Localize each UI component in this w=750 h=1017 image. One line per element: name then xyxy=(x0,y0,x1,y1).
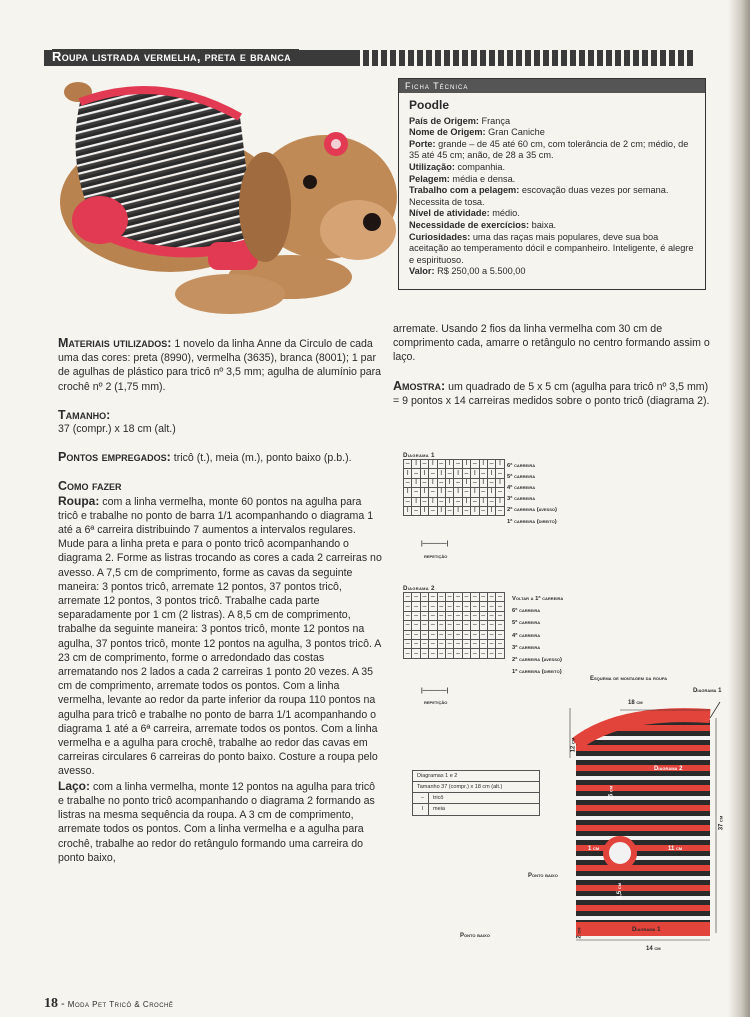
grid-cell: – xyxy=(496,611,504,620)
grid-cell: – xyxy=(462,611,470,620)
grid-cell: – xyxy=(429,593,437,602)
right-column xyxy=(393,322,713,408)
grid-cell: – xyxy=(420,497,428,506)
grid-cell: I xyxy=(429,460,437,469)
grid-cell: – xyxy=(454,630,462,639)
grid-cell: I xyxy=(487,488,495,497)
grid-cell: I xyxy=(454,488,462,497)
grid-cell: – xyxy=(479,611,487,620)
grid-cell: – xyxy=(420,621,428,630)
schema-h12: 12 cm xyxy=(570,737,577,753)
grid-cell: – xyxy=(487,460,495,469)
tamanho-heading: Tamanho: xyxy=(58,407,111,422)
grid-cell: I xyxy=(479,478,487,487)
grid-cell: – xyxy=(471,497,479,506)
grid-cell: – xyxy=(479,488,487,497)
grid-cell: – xyxy=(496,649,504,658)
grid-cell: I xyxy=(412,460,420,469)
grid-cell: – xyxy=(404,497,412,506)
grid-cell: – xyxy=(437,630,445,639)
grid-cell: – xyxy=(462,469,470,478)
grid-cell: – xyxy=(404,630,412,639)
grid-cell: – xyxy=(487,593,495,602)
grid-cell: – xyxy=(454,639,462,648)
grid-cell: – xyxy=(445,639,453,648)
grid-cell: – xyxy=(454,593,462,602)
grid-cell: – xyxy=(471,478,479,487)
row-label: 6ª carreira xyxy=(512,608,541,615)
legend-title: Diagramas 1 e 2 xyxy=(413,771,539,782)
page-number: 18 xyxy=(44,996,58,1011)
row-label: 2ª carreira (avesso) xyxy=(507,507,557,514)
legend-row: – tricô xyxy=(413,793,539,804)
grid-cell: – xyxy=(420,602,428,611)
grid-cell: – xyxy=(445,593,453,602)
grid-cell: – xyxy=(454,460,462,469)
schema-ponto-baixo: Ponto baixo xyxy=(528,873,558,879)
schema-c55: 5,5 cm xyxy=(617,882,624,900)
grid-cell: – xyxy=(412,506,420,515)
grid-cell: – xyxy=(462,488,470,497)
diagram-1 xyxy=(403,452,505,516)
grid-cell: I xyxy=(429,478,437,487)
grid-cell: – xyxy=(445,621,453,630)
page-title: Roupa listrada vermelha, preta e branca xyxy=(52,49,299,64)
legend-row: I meia xyxy=(413,804,539,815)
grid-cell: – xyxy=(437,593,445,602)
roupa-text: com a linha vermelha, monte 60 pontos na agulha para tricô e trabalhe no ponto de barra 1/1 acompanhando o diagrama 1 até a 6ª carreira distribuindo 7 aumentos a intervalos regulares. Mude para a linha preta e para o ponto tricô acompanhando o diagrama 2. Forme as listras trocando as cores a cada 2 carreiras no avesso. A 7,5 cm de comprimento, forme as cavas da seguinte maneira: 3 pontos tricô, arremate 12 pontos, 37 pontos tricô, arremate 12 pontos, 3 pontos tricô. Trabalhe cada parte separadamente por 1 cm (2 listras). A 8,5 cm de comprimento, trabalhe da seguinte maneira: 3 pontos tricô, monte 12 pontos na agulha, 37 pontos tricô, monte 12 pontos na agulha, 3 pontos tricô. A 23 cm de comprimento, forme o arredondado das costas arrematando nos 2 lados a cada 2 carreiras 1 ponto 20 vezes. A 35 cm de comprimento, arremate todos os pontos. Com a linha vermelha, levante ao redor da parte inferior da roupa 110 pontos na agulha para tricô e trabalhe no ponto de barra 1/1 acompanhando o diagrama 1 até a 6ª carreira, arremate todos os pontos. Com a linha vermelha e a agulha para crochê, trabalhe ao redor das cavas em carreiras circulares 6 carreiras do ponto baixo. Costure a roupa pelo avesso. xyxy=(58,495,382,778)
grid-cell: – xyxy=(496,602,504,611)
grid-cell: – xyxy=(404,639,412,648)
grid-cell: – xyxy=(462,593,470,602)
ficha-item: Pelagem: média e densa. xyxy=(409,173,516,184)
grid-cell: I xyxy=(404,488,412,497)
grid-cell: – xyxy=(479,602,487,611)
row-label: 2ª carreira (avesso) xyxy=(512,657,562,663)
grid-cell: – xyxy=(404,478,412,487)
grid-cell: I xyxy=(412,478,420,487)
grid-cell: – xyxy=(471,602,479,611)
grid-cell: – xyxy=(471,460,479,469)
grid-cell: I xyxy=(496,460,504,469)
grid-cell: – xyxy=(454,478,462,487)
grid-cell: – xyxy=(445,630,453,639)
schema-c1: 1 cm xyxy=(588,846,600,852)
ficha-item: Valor: R$ 250,00 a 5.500,00 xyxy=(409,266,526,277)
grid-cell: – xyxy=(404,602,412,611)
left-column xyxy=(58,336,382,865)
grid-cell: – xyxy=(479,469,487,478)
grid-cell: – xyxy=(471,630,479,639)
grid-cell: – xyxy=(479,621,487,630)
grid-cell: – xyxy=(445,488,453,497)
schema-diagrama1-bottom: Diagrama 1 xyxy=(632,927,661,933)
grid-cell: – xyxy=(496,621,504,630)
laco-continuation: arremate. Usando 2 fios da linha vermelha com 30 cm de comprimento cada, amarre o retângulo no centro formando assim o laço. xyxy=(393,323,710,364)
row-label: 4ª carreira xyxy=(507,485,536,492)
grid-cell: – xyxy=(487,639,495,648)
grid-cell: – xyxy=(454,611,462,620)
grid-cell: I xyxy=(479,497,487,506)
grid-cell: – xyxy=(404,460,412,469)
roupa-heading: Roupa: xyxy=(58,493,100,508)
grid-cell: I xyxy=(487,506,495,515)
ficha-item: Utilização: companhia. xyxy=(409,161,506,172)
grid-cell: I xyxy=(445,478,453,487)
grid-cell: – xyxy=(487,602,495,611)
laco-heading: Laço: xyxy=(58,778,91,793)
grid-cell: – xyxy=(437,639,445,648)
grid-cell: – xyxy=(462,506,470,515)
grid-cell: – xyxy=(420,460,428,469)
diagram-2-title: Diagrama 2 xyxy=(403,585,435,592)
grid-cell: – xyxy=(412,630,420,639)
grid-cell: I xyxy=(487,469,495,478)
row-label: 4ª carreira xyxy=(512,632,541,639)
grid-cell: – xyxy=(429,611,437,620)
grid-cell: – xyxy=(487,611,495,620)
grid-cell: – xyxy=(487,497,495,506)
schema-h15: 15 cm xyxy=(608,785,615,801)
grid-cell: I xyxy=(404,506,412,515)
grid-cell: I xyxy=(454,469,462,478)
ficha-tecnica-box xyxy=(398,78,706,290)
ficha-item: Trabalho com a pelagem: escovação duas vezes por semana. Necessita de tosa. xyxy=(409,185,669,207)
grid-cell: I xyxy=(437,469,445,478)
grid-cell: – xyxy=(420,593,428,602)
diagram-1-repeat-label: repetição xyxy=(424,554,448,560)
ficha-item: Nome de Origem: Gran Caniche xyxy=(409,127,545,138)
breed-name: Poodle xyxy=(409,98,450,112)
grid-cell: – xyxy=(429,506,437,515)
materiais-heading: Materiais utilizados: xyxy=(58,336,172,350)
grid-cell: – xyxy=(471,593,479,602)
grid-cell: – xyxy=(437,460,445,469)
grid-cell: I xyxy=(454,506,462,515)
schema-width-top: 18 cm xyxy=(628,700,643,706)
grid-cell: – xyxy=(496,469,504,478)
grid-cell: – xyxy=(445,469,453,478)
row-label: 3ª carreira xyxy=(507,496,536,503)
row-label: Voltar a 1ª carreira xyxy=(512,596,564,602)
pontos-text: tricô (t.), meia (m.), ponto baixo (p.b.). xyxy=(170,452,352,465)
grid-cell: – xyxy=(412,621,420,630)
ficha-heading: Ficha Técnica xyxy=(399,79,705,93)
grid-cell: – xyxy=(496,488,504,497)
grid-cell: – xyxy=(429,630,437,639)
grid-cell: – xyxy=(412,639,420,648)
grid-cell: – xyxy=(429,488,437,497)
grid-cell: – xyxy=(404,621,412,630)
grid-cell: – xyxy=(462,649,470,658)
schema-title: Esquema de montagem da roupa xyxy=(590,676,668,682)
grid-cell: – xyxy=(454,621,462,630)
grid-cell: I xyxy=(420,469,428,478)
ficha-item: Porte: grande – de 45 até 60 cm, com tolerância de 2 cm; médio, de 35 até 45 cm; anão, de 28 a 35 cm. xyxy=(409,138,689,161)
grid-cell: – xyxy=(404,611,412,620)
schema-diagrama2: Diagrama 2 xyxy=(654,766,683,772)
grid-cell: – xyxy=(454,602,462,611)
grid-cell: I xyxy=(445,460,453,469)
grid-cell: I xyxy=(404,469,412,478)
grid-cell: – xyxy=(445,649,453,658)
grid-cell: – xyxy=(420,639,428,648)
grid-cell: – xyxy=(479,593,487,602)
grid-cell: – xyxy=(496,593,504,602)
grid-cell: – xyxy=(496,630,504,639)
grid-cell: – xyxy=(445,602,453,611)
schema-diagrama1-top: Diagrama 1 xyxy=(693,688,722,694)
grid-cell: – xyxy=(479,630,487,639)
schema-total: 37 cm xyxy=(718,815,725,831)
materiais-text: 1 novelo da linha Anne da Circulo de cada uma das cores: preta (8990), vermelha (3635), branca (8001); 1 par de agulhas de plástico para tricô nº 3,5 mm; agulha de alumínio para crochê nº 2 (1,75 mm). xyxy=(58,338,382,393)
schema-c11: 11 cm xyxy=(668,846,683,852)
grid-cell: – xyxy=(412,649,420,658)
grid-cell: – xyxy=(412,469,420,478)
row-label: 5ª carreira xyxy=(512,620,541,627)
dog-photo xyxy=(40,72,400,322)
row-label: 6ª carreira xyxy=(507,463,536,469)
diagram-2-repeat-label: repetição xyxy=(424,700,448,706)
grid-cell: – xyxy=(412,488,420,497)
grid-cell: – xyxy=(404,649,412,658)
grid-cell: – xyxy=(420,649,428,658)
grid-cell: – xyxy=(462,630,470,639)
grid-cell: – xyxy=(462,621,470,630)
grid-cell: I xyxy=(445,497,453,506)
grid-cell: – xyxy=(445,611,453,620)
grid-cell: – xyxy=(487,630,495,639)
grid-cell: – xyxy=(471,639,479,648)
grid-cell: – xyxy=(487,478,495,487)
grid-cell: – xyxy=(429,649,437,658)
row-label: 1ª carreira (direito) xyxy=(512,669,562,676)
title-bar-stripes xyxy=(354,50,694,66)
row-label: 5ª carreira xyxy=(507,474,536,481)
grid-cell: – xyxy=(471,611,479,620)
row-label: 3ª carreira xyxy=(512,644,541,651)
grid-cell: – xyxy=(479,639,487,648)
grid-cell: I xyxy=(471,488,479,497)
grid-cell: I xyxy=(420,488,428,497)
grid-cell: – xyxy=(420,630,428,639)
amostra-text: um quadrado de 5 x 5 cm (agulha para tricô nº 3,5 mm) = 9 pontos x 14 carreiras medidos sobre o ponto tricô (diagrama 2). xyxy=(393,380,710,407)
grid-cell: I xyxy=(462,460,470,469)
grid-cell: – xyxy=(429,639,437,648)
diagram-2 xyxy=(403,585,505,659)
grid-cell: – xyxy=(496,639,504,648)
amostra-heading: Amostra: xyxy=(393,378,446,393)
grid-cell: – xyxy=(420,478,428,487)
diagram-2-grid xyxy=(403,592,505,659)
grid-cell: – xyxy=(462,602,470,611)
page-footer: 18 - Moda Pet Tricô & Crochê xyxy=(44,996,174,1011)
pontos-heading: Pontos empregados: xyxy=(58,450,171,465)
grid-cell: – xyxy=(412,611,420,620)
como-fazer-heading: Como fazer xyxy=(58,479,122,494)
ficha-item: Curiosidades: uma das raças mais populares, deve sua boa aceitação ao temperamento dócil e companheiro. Inteligente, é alegre e espirituoso. xyxy=(409,231,694,265)
grid-cell: – xyxy=(462,639,470,648)
grid-cell: – xyxy=(429,621,437,630)
grid-cell: – xyxy=(437,611,445,620)
grid-cell: – xyxy=(479,649,487,658)
legend-table xyxy=(412,770,540,816)
grid-cell: – xyxy=(429,469,437,478)
grid-cell: I xyxy=(471,469,479,478)
ficha-item: Nível de atividade: médio. xyxy=(409,208,520,219)
grid-cell: I xyxy=(429,497,437,506)
grid-cell: I xyxy=(496,497,504,506)
legend-size: Tamanho 37 (compr.) x 18 cm (alt.) xyxy=(413,782,539,793)
grid-cell: I xyxy=(462,478,470,487)
diagram-1-grid xyxy=(403,459,505,516)
schema-h2: 2 cm xyxy=(576,927,583,939)
grid-cell: I xyxy=(437,488,445,497)
grid-cell: – xyxy=(404,593,412,602)
laco-text: com a linha vermelha, monte 12 pontos na agulha para tricô e trabalhe no ponto tricô acompanhando o diagrama 2 formando as listras na mesma sequência da roupa. A 3 cm de comprimento, arremate todos os pontos. Com a linha vermelha e a agulha para crochê, trabalhe ao redor do retângulo formando uma carreira do ponto baixo, xyxy=(58,780,376,864)
grid-cell: – xyxy=(487,621,495,630)
diagram-1-repeat-bracket: |————| xyxy=(421,541,449,547)
grid-cell: I xyxy=(437,506,445,515)
diagram-1-title: Diagrama 1 xyxy=(403,452,435,459)
grid-cell: – xyxy=(471,621,479,630)
grid-cell: I xyxy=(471,506,479,515)
tamanho-text: 37 (compr.) x 18 cm (alt.) xyxy=(58,423,176,436)
grid-cell: – xyxy=(429,602,437,611)
grid-cell: – xyxy=(487,649,495,658)
row-label: 1ª carreira (direito) xyxy=(507,518,557,525)
ficha-item: Necessidade de exercícios: baixa. xyxy=(409,219,557,230)
grid-cell: I xyxy=(462,497,470,506)
grid-cell: – xyxy=(412,593,420,602)
grid-cell: – xyxy=(479,506,487,515)
grid-cell: I xyxy=(496,478,504,487)
grid-cell: I xyxy=(412,497,420,506)
grid-cell: – xyxy=(412,602,420,611)
publication-name: Moda Pet Tricô & Crochê xyxy=(67,1000,174,1009)
schema-ponto-baixo-2: Ponto baixo xyxy=(460,933,490,939)
grid-cell: – xyxy=(496,506,504,515)
ficha-item: País de Origem: França xyxy=(409,115,511,126)
grid-cell: – xyxy=(437,478,445,487)
grid-cell: – xyxy=(437,621,445,630)
schema-w14: 14 cm xyxy=(646,946,661,952)
grid-cell: – xyxy=(437,649,445,658)
grid-cell: – xyxy=(471,649,479,658)
grid-cell: – xyxy=(454,497,462,506)
diagram-2-repeat-bracket: |————| xyxy=(421,688,449,694)
grid-cell: – xyxy=(445,506,453,515)
grid-cell: – xyxy=(420,611,428,620)
grid-cell: I xyxy=(420,506,428,515)
title-bar xyxy=(44,44,694,70)
grid-cell: I xyxy=(479,460,487,469)
grid-cell: – xyxy=(437,497,445,506)
grid-cell: – xyxy=(437,602,445,611)
grid-cell: – xyxy=(454,649,462,658)
